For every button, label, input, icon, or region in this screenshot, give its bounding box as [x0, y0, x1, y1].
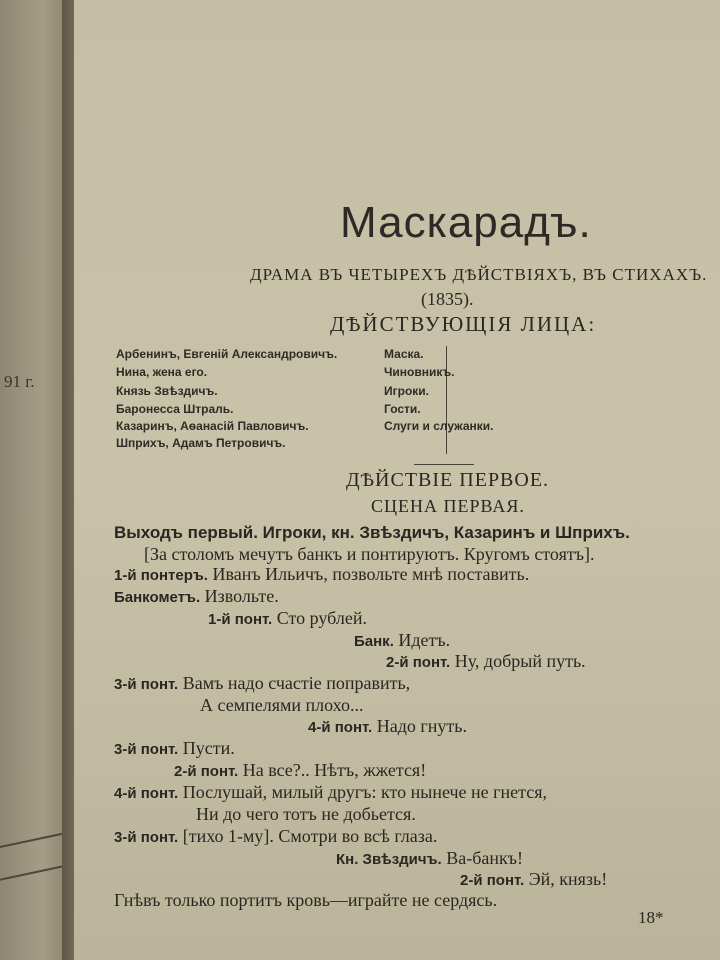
dialogue-line [208, 608, 367, 629]
speaker: 3-й понт. [114, 676, 179, 693]
dialogue-line [200, 695, 363, 716]
dialogue-line [460, 869, 607, 890]
cast-left-item: Баронесса Штраль. [116, 402, 234, 416]
line-text: Ни до чего тотъ не добьется. [196, 804, 416, 824]
dramatis-personae-heading: ДѢЙСТВУЮЩІЯ ЛИЦА: [330, 312, 597, 336]
cast-left-item: Арбенинъ, Евгеній Александровичъ. [116, 347, 338, 361]
signature-mark: 18* [638, 908, 664, 927]
speaker: 4-й понт. [114, 785, 179, 802]
dialogue-line [386, 651, 586, 672]
cast-divider [446, 346, 447, 454]
dialogue-line [114, 564, 529, 585]
line-text: Гнѣвъ только портитъ кровь—играйте не сердясь. [114, 890, 498, 910]
line-text: Иванъ Ильичъ, позвольте мнѣ поставить. [212, 564, 530, 584]
line-text: Идетъ. [398, 630, 451, 650]
line-text: Вамъ надо счастіе поправить, [182, 673, 411, 693]
line-text: Эй, князь! [528, 869, 608, 889]
dialogue-line [114, 782, 547, 803]
book-page [74, 0, 720, 960]
line-text: Послушай, милый другъ: кто нынече не гнется, [182, 782, 548, 802]
line-text: На все?.. Нѣтъ, жжется! [242, 760, 427, 780]
act-heading: ДѢЙСТВІЕ ПЕРВОЕ. [346, 469, 550, 491]
speaker: 3-й понт. [114, 829, 179, 846]
speaker: 2-й понт. [174, 763, 239, 780]
cast-left-item: Казаринъ, Аѳанасій Павловичъ. [116, 419, 309, 433]
line-text: Надо гнуть. [376, 716, 467, 736]
dialogue-line [114, 890, 497, 911]
line-text: [тихо 1-му]. Смотри во всѣ глаза. [182, 826, 438, 846]
facing-page-number: 91 г. [4, 372, 35, 391]
speaker: 3-й понт. [114, 741, 179, 758]
scene-heading: СЦЕНА ПЕРВАЯ. [371, 496, 525, 516]
stage-direction: [За столомъ мечутъ банкъ и понтируютъ. Кругомъ стоятъ]. [144, 544, 595, 564]
line-text: А семпелями плохо... [200, 695, 364, 715]
cast-left-item: Нина, жена его. [116, 365, 208, 379]
speaker: Банкометъ. [114, 589, 201, 606]
dialogue-line [336, 848, 523, 869]
dialogue-line [196, 804, 416, 825]
speaker: Банк. [354, 633, 394, 650]
cast-right-item: Гости. [384, 402, 421, 416]
cast-right-item: Маска. [384, 347, 424, 361]
play-subtitle: ДРАМА ВЪ ЧЕТЫРЕХЪ ДѢЙСТВІЯХЪ, ВЪ СТИХАХЪ. [250, 265, 708, 284]
library-stamp [0, 833, 69, 881]
speaker: 2-й понт. [460, 872, 525, 889]
dialogue-line [114, 826, 437, 847]
section-rule [414, 464, 474, 465]
dialogue-line [114, 738, 235, 759]
dialogue-line [308, 716, 467, 737]
cast-left-item: Князь Звѣздичъ. [116, 384, 218, 398]
dialogue-line [114, 586, 279, 607]
play-title: Маскарадъ. [340, 198, 592, 247]
line-text: Сто рублей. [276, 608, 367, 628]
dialogue-line [354, 630, 450, 651]
speaker: 2-й понт. [386, 654, 451, 671]
speaker: 1-й понтеръ. [114, 567, 208, 584]
cast-right-item: Чиновникъ. [384, 365, 455, 379]
line-text: Ну, добрый путь. [454, 651, 586, 671]
cast-left-item: Шприхъ, Адамъ Петровичъ. [116, 436, 286, 450]
entry-line: Выходъ первый. Игроки, кн. Звѣздичъ, Казаринъ и Шприхъ. [114, 523, 630, 542]
facing-page [0, 0, 70, 960]
speaker: 1-й понт. [208, 611, 273, 628]
line-text: Извольте. [204, 586, 279, 606]
line-text: Ва-банкъ! [446, 848, 524, 868]
speaker: 4-й понт. [308, 719, 373, 736]
line-text: Пусти. [182, 738, 235, 758]
dialogue-line [114, 673, 410, 694]
cast-right-item: Игроки. [384, 384, 429, 398]
play-year: (1835). [421, 289, 474, 309]
dialogue-line [174, 760, 426, 781]
speaker: Кн. Звѣздичъ. [336, 851, 442, 868]
cast-right-item: Слуги и служанки. [384, 419, 494, 433]
